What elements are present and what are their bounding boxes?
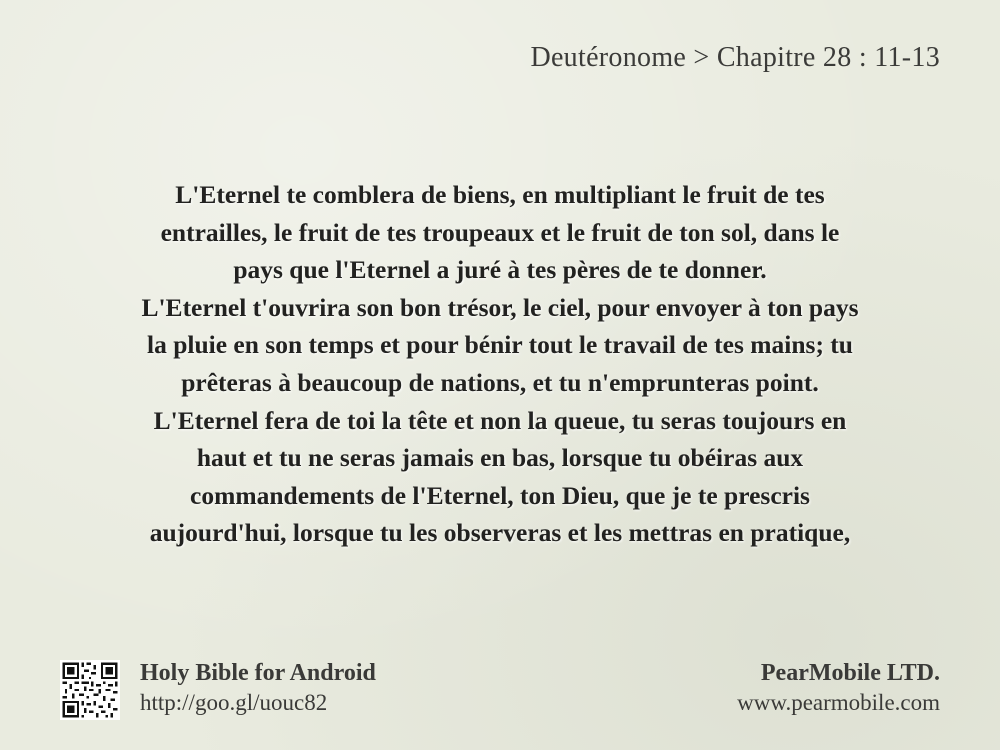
verse-line: la pluie en son temps et pour bénir tout le travail de tes mains; tu — [147, 330, 853, 360]
verse-reference: Deutéronome > Chapitre 28 : 11-13 — [530, 42, 940, 73]
app-name: Holy Bible for Android — [140, 660, 376, 686]
qr-code-icon — [60, 660, 120, 720]
app-link[interactable]: http://goo.gl/uouc82 — [140, 690, 328, 715]
app-info — [140, 658, 376, 718]
verse-line: L'Eternel te comblera de biens, en multipliant le fruit de tes — [175, 180, 825, 209]
verse-line: aujourd'hui, lorsque tu les observeras et les mettras en pratique, — [149, 518, 851, 548]
verse-text — [60, 176, 940, 552]
verse-line: commandements de l'Eternel, ton Dieu, que je te prescris — [190, 480, 810, 510]
verse-line: entrailles, le fruit de tes troupeaux et le fruit de ton sol, dans le — [160, 217, 840, 247]
verse-line: haut et tu ne seras jamais en bas, lorsque tu obéiras aux — [196, 443, 804, 473]
verse-line: prêteras à beaucoup de nations, et tu n'emprunteras point. — [181, 367, 819, 397]
verse-line: L'Eternel t'ouvrira son bon trésor, le ciel, pour envoyer à ton pays — [141, 292, 859, 322]
publisher-info — [737, 658, 940, 718]
verse-line: L'Eternel fera de toi la tête et non la queue, tu seras toujours en — [153, 405, 847, 435]
publisher-url[interactable]: www.pearmobile.com — [737, 690, 940, 715]
verse-line: pays que l'Eternel a juré à tes pères de te donner. — [233, 255, 767, 285]
publisher-name: PearMobile LTD. — [760, 660, 940, 686]
